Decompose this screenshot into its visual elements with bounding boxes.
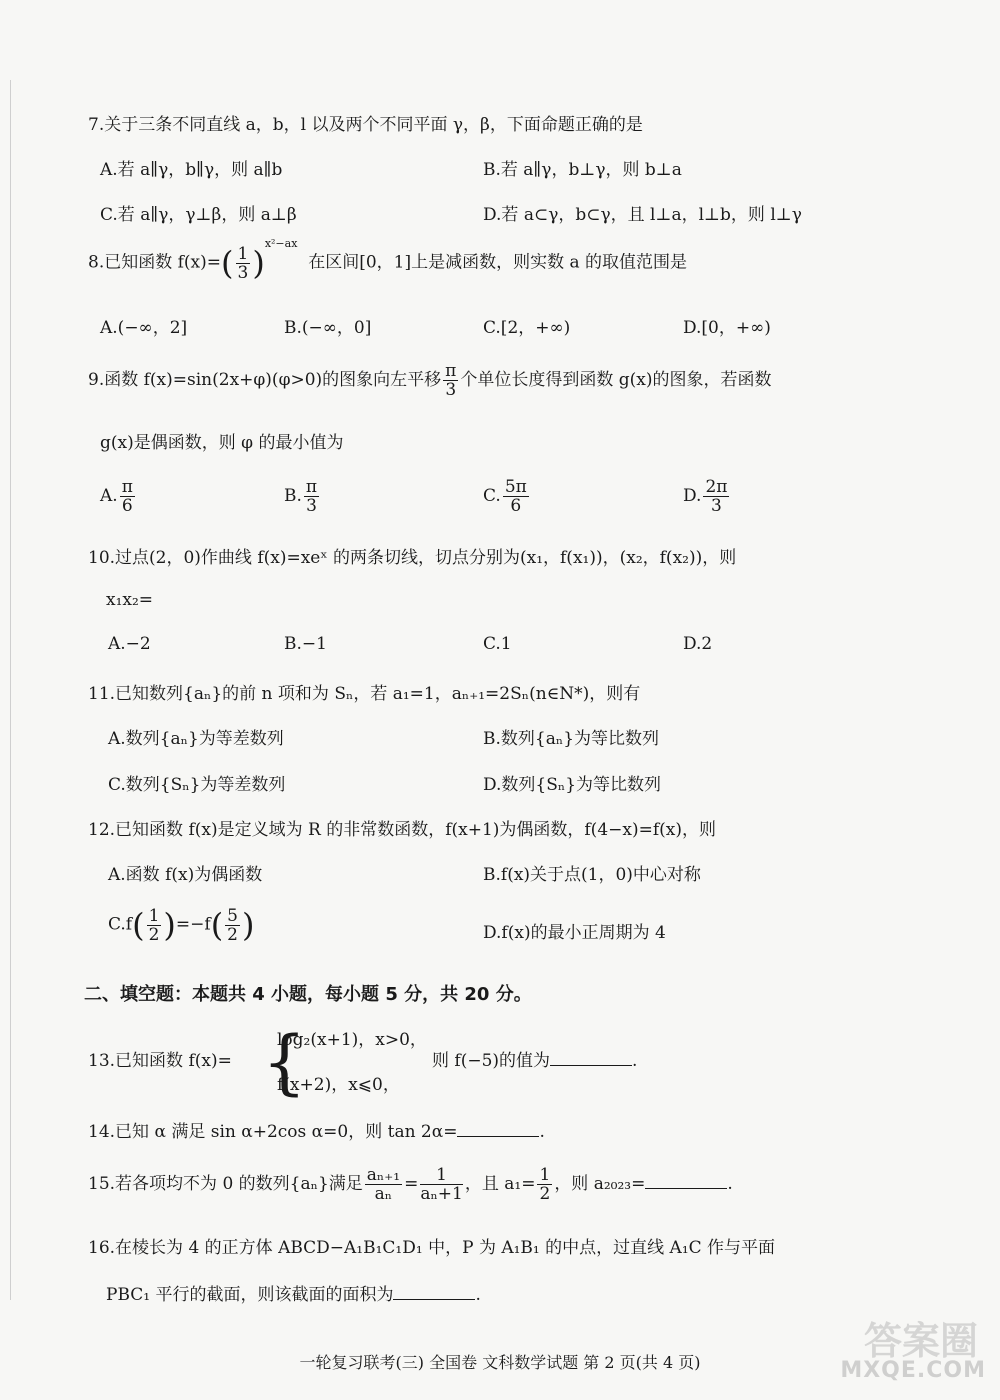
q9-shift-den: 3 bbox=[445, 380, 457, 400]
q15-eq: = bbox=[404, 1174, 419, 1194]
q9-option-b-label: B. bbox=[284, 486, 302, 506]
q14-end: . bbox=[539, 1122, 545, 1142]
q9-shift-num: π bbox=[445, 361, 457, 381]
q16-answer-blank bbox=[393, 1285, 475, 1300]
q13-case1: log₂(x+1)，x>0， bbox=[277, 1030, 427, 1050]
q15-f2-den: aₙ+1 bbox=[420, 1184, 463, 1204]
q15-answer-blank bbox=[645, 1174, 727, 1189]
q7-option-d: D.若 a⊂γ，b⊂γ，且 l⊥a，l⊥b，则 l⊥γ bbox=[483, 205, 802, 225]
q9-option-a bbox=[100, 478, 137, 515]
q9-option-a-label: A. bbox=[100, 486, 118, 506]
q14-stem bbox=[88, 1117, 545, 1142]
q10-option-c: C.1 bbox=[483, 634, 512, 654]
q9-option-c-fraction bbox=[503, 478, 529, 515]
q15-f3-num: 1 bbox=[539, 1165, 551, 1185]
q14-answer-blank bbox=[457, 1122, 539, 1137]
q15-pre: 15.若各项均不为 0 的数列{aₙ}满足 bbox=[88, 1174, 363, 1194]
q7-option-b: B.若 a∥γ，b⊥γ，则 b⊥a bbox=[483, 160, 682, 180]
q13-stem-post bbox=[432, 1046, 637, 1071]
page-footer: 一轮复习联考(三) 全国卷 文科数学试题 第 2 页(共 4 页) bbox=[299, 1353, 701, 1372]
q15-post: ，则 a₂₀₂₃= bbox=[554, 1174, 646, 1194]
q9-option-d-den: 3 bbox=[711, 496, 722, 516]
q9-option-b bbox=[284, 478, 321, 515]
q11-option-a: A.数列{aₙ}为等差数列 bbox=[108, 729, 284, 749]
q12-option-b: B.f(x)关于点(1，0)中心对称 bbox=[483, 865, 701, 885]
q12-c-num2: 5 bbox=[227, 905, 238, 926]
q13-case2: f(x+2)，x⩽0， bbox=[277, 1075, 400, 1095]
q12-c-den1: 2 bbox=[148, 924, 160, 945]
q9-stem-pre: 9.函数 f(x)=sin(2x+φ)(φ>0)的图象向左平移 bbox=[88, 370, 442, 390]
q10-option-a: A.−2 bbox=[108, 634, 151, 654]
q12-stem: 12.已知函数 f(x)是定义域为 R 的非常数函数，f(x+1)为偶函数，f(4−x)=f(x)，则 bbox=[88, 820, 716, 840]
q16-line2-text: PBC₁ 平行的截面，则该截面的面积为 bbox=[106, 1285, 394, 1305]
q15-end: . bbox=[727, 1174, 733, 1194]
q8-left-paren: ( bbox=[221, 244, 234, 282]
q12-c-fraction-1 bbox=[147, 907, 162, 944]
q9-option-c-label: C. bbox=[483, 486, 501, 506]
q12-c-den2: 2 bbox=[227, 924, 238, 945]
q15-fraction-1 bbox=[365, 1166, 402, 1203]
q15-f3-den: 2 bbox=[539, 1184, 551, 1204]
q10-option-d: D.2 bbox=[683, 634, 713, 654]
q9-option-d-fraction bbox=[703, 478, 729, 515]
q8-stem bbox=[88, 236, 688, 283]
q12-option-c-mid: =−f bbox=[175, 914, 211, 935]
q12-c-fraction-2 bbox=[225, 907, 240, 944]
watermark-big-text: 答案圈 bbox=[863, 1319, 978, 1363]
q9-option-a-den: 6 bbox=[121, 496, 133, 516]
q12-option-c bbox=[108, 906, 254, 944]
q11-option-c: C.数列{Sₙ}为等差数列 bbox=[108, 775, 286, 795]
q9-stem-line2: g(x)是偶函数，则 φ 的最小值为 bbox=[100, 433, 344, 453]
q9-option-c-num: 5π bbox=[504, 477, 527, 497]
q8-option-c: C.[2，+∞) bbox=[483, 318, 571, 338]
watermark-logo bbox=[840, 1310, 986, 1390]
q12-option-c-pre: C.f bbox=[108, 914, 133, 935]
q9-option-d-label: D. bbox=[683, 486, 702, 506]
q9-option-b-den: 3 bbox=[306, 496, 317, 516]
q9-option-a-num: π bbox=[121, 477, 133, 497]
q10-option-b: B.−1 bbox=[284, 634, 327, 654]
q12-c-paren-close-1: ) bbox=[163, 906, 176, 944]
q8-base-num: 1 bbox=[237, 243, 249, 264]
q9-option-b-num: π bbox=[305, 477, 318, 497]
q12-c-paren-open-2: ( bbox=[210, 906, 224, 944]
q12-option-d: D.f(x)的最小正周期为 4 bbox=[483, 923, 666, 943]
q15-mid: ，且 a₁= bbox=[464, 1174, 536, 1194]
q13-answer-blank bbox=[550, 1051, 632, 1066]
q11-option-d: D.数列{Sₙ}为等比数列 bbox=[483, 775, 662, 795]
q9-option-a-fraction bbox=[120, 478, 135, 515]
q8-option-d: D.[0，+∞) bbox=[683, 318, 771, 338]
watermark-site-text: MXQE.COM bbox=[840, 1358, 986, 1383]
q9-option-b-fraction bbox=[304, 478, 319, 515]
q11-stem: 11.已知数列{aₙ}的前 n 项和为 Sₙ，若 a₁=1，aₙ₊₁=2Sₙ(n∈N*)，则有 bbox=[88, 684, 641, 704]
q9-option-c-den: 6 bbox=[510, 496, 522, 516]
q8-base-den: 3 bbox=[237, 262, 249, 283]
q9-stem bbox=[88, 362, 772, 399]
q16-end: . bbox=[475, 1285, 481, 1305]
q15-fraction-2 bbox=[420, 1166, 463, 1203]
page-margin-line bbox=[10, 80, 11, 1300]
q12-option-a: A.函数 f(x)为偶函数 bbox=[108, 865, 263, 885]
q16-stem-line2 bbox=[106, 1280, 481, 1305]
q9-stem-post: 个单位长度得到函数 g(x)的图象，若函数 bbox=[460, 370, 772, 390]
q11-option-b: B.数列{aₙ}为等比数列 bbox=[483, 729, 660, 749]
q9-option-d-num: 2π bbox=[705, 477, 728, 497]
q7-option-a: A.若 a∥γ，b∥γ，则 a∥b bbox=[100, 160, 283, 180]
q9-shift-fraction bbox=[443, 362, 458, 399]
q15-f1-num: aₙ₊₁ bbox=[366, 1165, 401, 1185]
q9-option-d bbox=[683, 478, 731, 515]
q9-option-c bbox=[483, 478, 531, 515]
q13-brace: { bbox=[262, 1021, 307, 1103]
q13-end: . bbox=[632, 1051, 638, 1071]
q15-stem bbox=[88, 1166, 733, 1203]
q8-base-fraction bbox=[236, 245, 251, 282]
q10-stem: 10.过点(2，0)作曲线 f(x)=xeˣ 的两条切线，切点分别为(x₁，f(x₁))，(x₂，f(x₂))，则 bbox=[88, 548, 737, 568]
q15-f2-num: 1 bbox=[420, 1166, 463, 1185]
q10-stem-line2: x₁x₂= bbox=[106, 590, 154, 610]
q12-c-paren-close-2: ) bbox=[242, 906, 255, 944]
q7-stem: 7.关于三条不同直线 a，b，l 以及两个不同平面 γ，β，下面命题正确的是 bbox=[88, 115, 643, 135]
q13-stem-pre: 13.已知函数 f(x)= bbox=[88, 1051, 232, 1071]
q8-exponent: x²−ax bbox=[264, 236, 298, 250]
q8-stem-pre: 8.已知函数 f(x)= bbox=[88, 252, 222, 273]
q8-stem-post: 在区间[0，1]上是减函数，则实数 a 的取值范围是 bbox=[308, 252, 688, 273]
q13-post-text: 则 f(−5)的值为 bbox=[432, 1051, 551, 1071]
q8-option-a: A.(−∞，2] bbox=[100, 318, 188, 338]
q15-fraction-3 bbox=[537, 1166, 552, 1203]
q16-stem-line1: 16.在棱长为 4 的正方体 ABCD−A₁B₁C₁D₁ 中，P 为 A₁B₁ 的中点，过直线 A₁C 作与平面 bbox=[88, 1238, 776, 1258]
section2-heading: 二、填空题：本题共 4 小题，每小题 5 分，共 20 分。 bbox=[84, 984, 532, 1005]
q12-c-paren-open-1: ( bbox=[132, 906, 145, 944]
q15-f1-den: aₙ bbox=[374, 1184, 393, 1204]
q14-pre: 14.已知 α 满足 sin α+2cos α=0，则 tan 2α= bbox=[88, 1122, 458, 1142]
q8-option-b: B.(−∞，0] bbox=[284, 318, 372, 338]
q8-right-paren: ) bbox=[252, 244, 265, 282]
q12-c-num1: 1 bbox=[148, 905, 160, 926]
q7-option-c: C.若 a∥γ，γ⊥β，则 a⊥β bbox=[100, 205, 297, 225]
